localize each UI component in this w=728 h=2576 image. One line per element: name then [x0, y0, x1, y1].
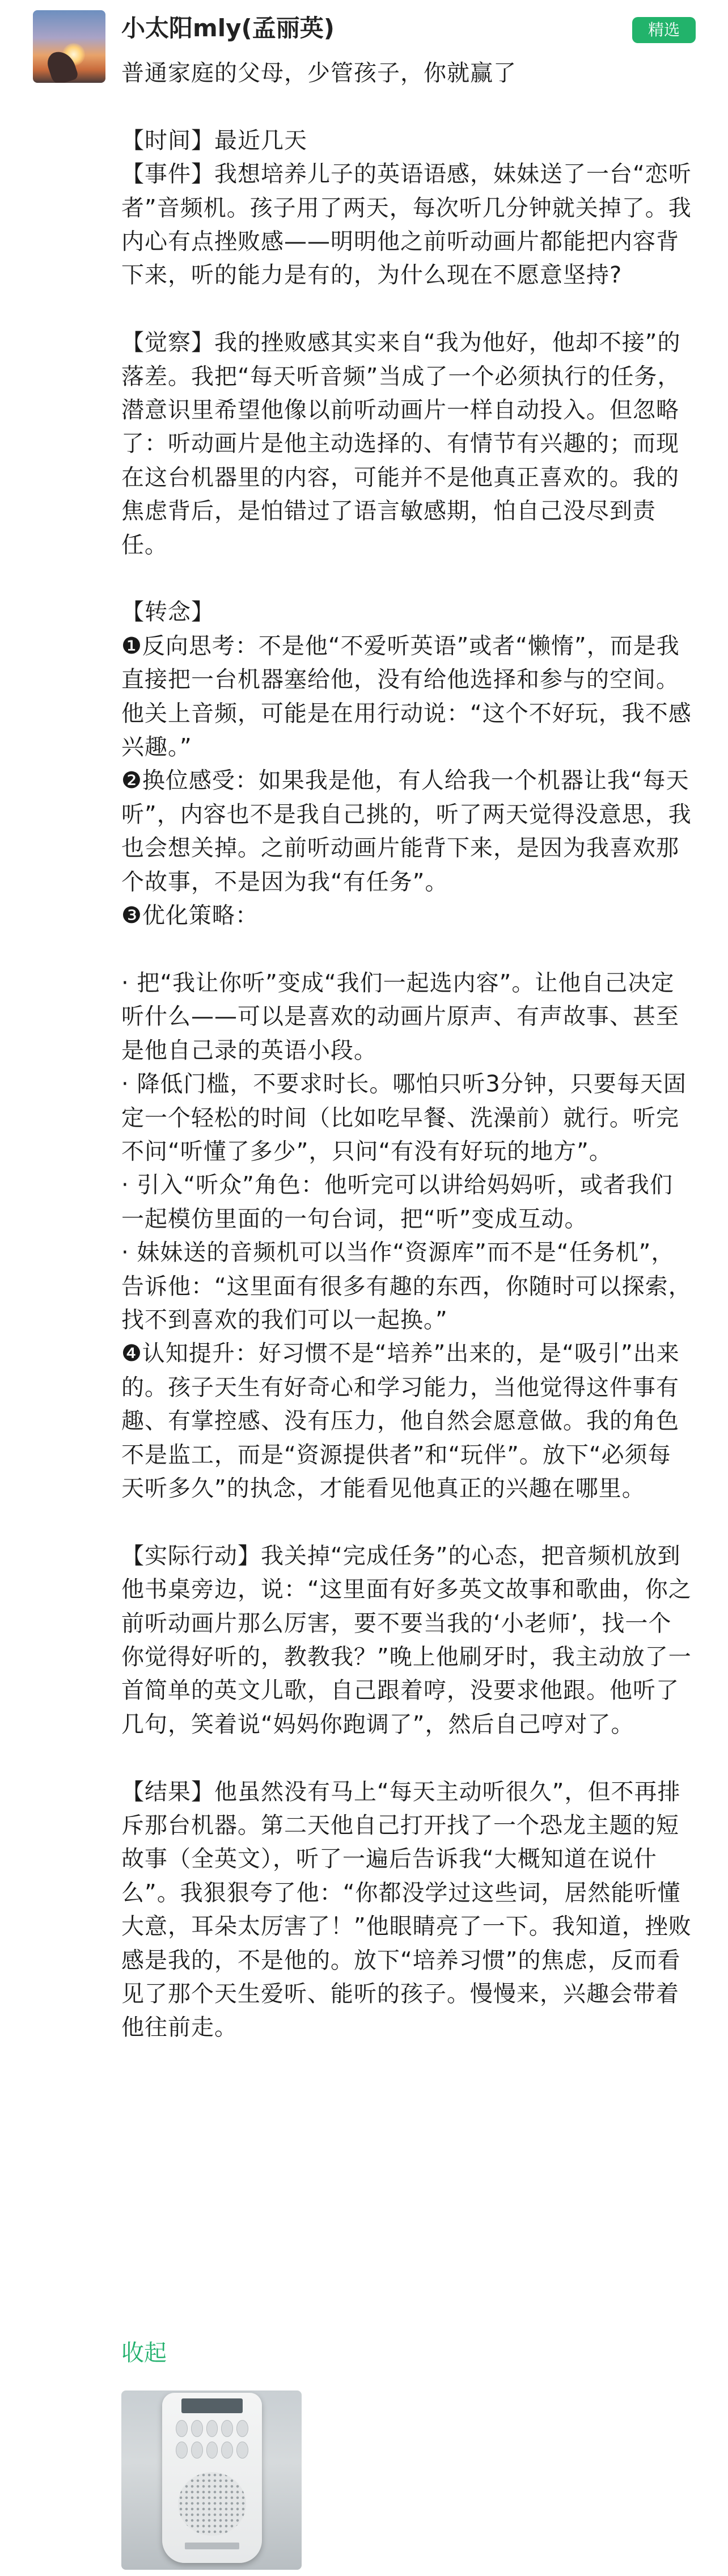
avatar[interactable]	[33, 10, 105, 83]
content-paragraph: · 引入“听众”角色：他听完可以讲给妈妈听，或者我们一起模仿里面的一句台词，把“听”变成互动。	[121, 1172, 673, 1232]
content-paragraph: 【转念】	[121, 599, 214, 626]
audio-player-device	[162, 2393, 262, 2563]
attachment-image[interactable]	[121, 2391, 302, 2570]
content-paragraph: · 妹妹送的音频机可以当作“资源库”而不是“任务机”，告诉他：“这里面有很多有趣的东西，你随时可以探索，找不到喜欢的我们可以一起换。”	[121, 1239, 692, 1333]
blank-line	[121, 90, 694, 124]
content-paragraph: 【实际行动】我关掉“完成任务”的心态，把音频机放到他书桌旁边，说：“这里面有好多英文故事和歌曲，你之前听动画片那么厉害，要不要当我的‘小老师’，找一个你觉得好听的，教教我？”晚上他刷牙时，我主动放了一首简单的英文儿歌，自己跟着哼，没要求他跟。他听了几句，笑着说“妈妈你跑调了”，然后自己哼对了。	[121, 1542, 692, 1738]
content-paragraph: 普通家庭的父母，少管孩子，你就赢了	[121, 60, 517, 86]
content-paragraph: ❸优化策略：	[121, 903, 259, 929]
device-screen	[181, 2398, 243, 2413]
content-paragraph: 【结果】他虽然没有马上“每天主动听很久”，但不再排斥那台机器。第二天他自己打开找了一个恐龙主题的短故事（全英文），听了一遍后告诉我“大概知道在说什么”。我狠狠夸了他：“你都没学过这些词，居然能听懂大意，耳朵太厉害了！”他眼睛亮了一下。我知道，挫败感是我的，不是他的。放下“培养习惯”的焦虑，反而看见了那个天生爱听、能听的孩子。慢慢来，兴趣会带着他往前走。	[121, 1778, 692, 2041]
blank-line	[121, 1742, 694, 1775]
blank-line	[121, 1506, 694, 1539]
content-paragraph: · 降低门槛，不要求时长。哪怕只听3分钟，只要每天固定一个轻松的时间（比如吃早餐、洗澡前）就行。听完不问“听懂了多少”，只问“有没有好玩的地方”。	[121, 1071, 687, 1165]
content-paragraph: ❷换位感受：如果我是他，有人给我一个机器让我“每天听”，内容也不是我自己挑的，听了两天觉得没意思，我也会想关掉。之前听动画片能背下来，是因为我喜欢那个故事，不是因为我“有任务”。	[121, 768, 692, 895]
device-label-strip	[185, 2543, 239, 2549]
content-paragraph: ❹认知提升：好习惯不是“培养”出来的，是“吸引”出来的。孩子天生有好奇心和学习能力，当他觉得这件事有趣、有掌控感、没有压力，他自然会愿意做。我的角色不是监工，而是“资源提供者”和“玩伴”。放下“必须每天听多久”的执念，才能看见他真正的兴趣在哪里。	[121, 1340, 680, 1502]
device-keypad	[176, 2420, 248, 2460]
content-paragraph: ❶反向思考：不是他“不爱听英语”或者“懒惰”，而是我直接把一台机器塞给他，没有给他选择和参与的空间。他关上音频，可能是在用行动说：“这个不好玩，我不感兴趣。”	[121, 633, 692, 761]
post-content	[121, 57, 694, 2045]
device-speaker-grille	[178, 2472, 246, 2536]
blank-line	[121, 562, 694, 596]
username[interactable]: 小太阳mly(孟丽英)	[121, 14, 335, 42]
featured-badge: 精选	[632, 17, 696, 43]
blank-line	[121, 933, 694, 967]
content-paragraph: 【事件】我想培养儿子的英语语感，妹妹送了一台“恋听者”音频机。孩子用了两天，每次听几分钟就关掉了。我内心有点挫败感——明明他之前听动画片都能把内容背下来，听的能力是有的，为什么现在不愿意坚持?	[121, 161, 692, 289]
content-paragraph: 【时间】最近几天	[121, 127, 307, 154]
collapse-link[interactable]: 收起	[121, 2340, 167, 2366]
blank-line	[121, 293, 694, 326]
content-paragraph: 【觉察】我的挫败感其实来自“我为他好，他却不接”的落差。我把“每天听音频”当成了一个必须执行的任务，潜意识里希望他像以前听动画片一样自动投入。但忽略了：听动画片是他主动选择的、有情节有兴趣的；而现在这台机器里的内容，可能并不是他真正喜欢的。我的焦虑背后，是怕错过了语言敏感期，怕自己没尽到责任。	[121, 330, 681, 558]
content-paragraph: · 把“我让你听”变成“我们一起选内容”。让他自己决定听什么——可以是喜欢的动画片原声、有声故事、甚至是他自己录的英语小段。	[121, 969, 679, 1064]
